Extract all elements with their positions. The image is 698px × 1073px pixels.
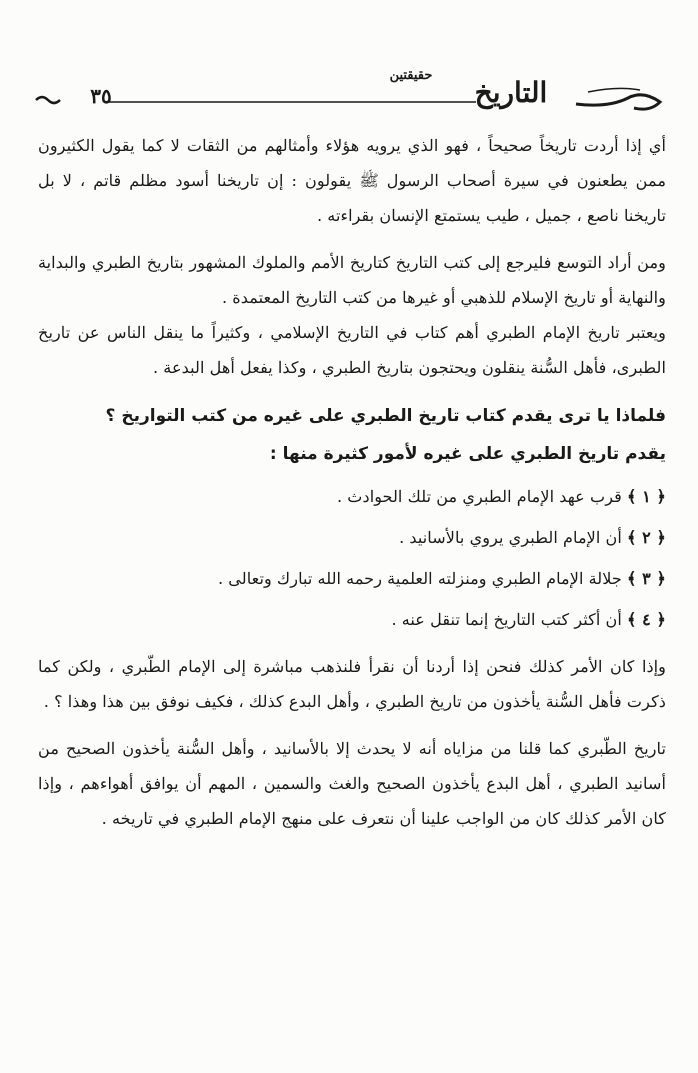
page-body bbox=[38, 128, 666, 836]
list-marker: ﴿ ٤ ﴾ bbox=[627, 610, 666, 629]
list-marker: ﴿ ٣ ﴾ bbox=[627, 569, 666, 588]
list-item-text: قرب عهد الإمام الطبري من تلك الحوادث . bbox=[336, 487, 622, 506]
list-item-4 bbox=[38, 602, 666, 637]
paragraph-5: تاريخ الطّبري كما قلنا من مزاياه أنه لا يحدث إلا بالأسانيد ، وأهل السُّنة يأخذون الصحيح من أسانيد الطبري ، أهل البدع يأخذون الصحيح والغث والسمين ، المهم أن يوافق أهواءهم ، وإذا كان الأمر كذلك كان من الواجب علينا أن نتعرف على منهج الإمام الطبري في تاريخه . bbox=[38, 739, 666, 828]
list-item-text: أن الإمام الطبري يروي بالأسانيد . bbox=[399, 528, 622, 547]
header-title: التاريخ bbox=[474, 76, 548, 109]
paragraph-2: ومن أراد التوسع فليرجع إلى كتب التاريخ كتاريخ الأمم والملوك المشهور بتاريخ الطبري والبداية والنهاية أو تاريخ الإسلام للذهبي أو غيرها من كتب التاريخ المعتمدة . bbox=[38, 253, 666, 307]
header-small-label: حقيقتين bbox=[389, 68, 433, 83]
paragraph-4: وإذا كان الأمر كذلك فنحن إذا أردنا أن نقرأ فلنذهب مباشرة إلى الإمام الطّبري ، ولكن كما ذكرت فأهل السُّنة يأخذون من تاريخ الطبري ، وأهل البدع كذلك ، فكيف نوفق بين هذا وهذا ؟ . bbox=[38, 657, 666, 711]
page-header bbox=[28, 68, 668, 128]
paragraph-3: ويعتبر تاريخ الإمام الطبري أهم كتاب في التاريخ الإسلامي ، وكثيراً ما ينقل الناس عن تاريخ الطبرى، فأهل السُّنة ينقلون ويحتجون بتاريخ الطبري ، وكذا يفعل أهل البدعة . bbox=[38, 323, 666, 377]
list-item-1 bbox=[38, 479, 666, 514]
answer-heading: يقدم تاريخ الطبري على غيره لأمور كثيرة منها : bbox=[269, 444, 666, 464]
list-item-text: جلالة الإمام الطبري ومنزلته العلمية رحمه الله تبارك وتعالى . bbox=[217, 569, 622, 588]
list-marker: ﴿ ١ ﴾ bbox=[627, 487, 666, 506]
list-marker: ﴿ ٢ ﴾ bbox=[627, 528, 666, 547]
list-item-2 bbox=[38, 520, 666, 555]
list-item-text: أن أكثر كتب التاريخ إنما تنقل عنه . bbox=[391, 610, 622, 629]
paragraph-1: أي إذا أردت تاريخاً صحيحاً ، فهو الذي يرويه هؤلاء وأمثالهم من الثقات لا كما يقول الكثيرون ممن يطعنون في سيرة أصحاب الرسول ﷺ يقولون : إن تاريخنا أسود مظلم قاتم ، لا بل تاريخنا ناصع ، جميل ، طيب يستمتع الإنسان بقراءته . bbox=[38, 136, 666, 225]
question-heading: فلماذا يا ترى يقدم كتاب تاريخ الطبري على غيره من كتب التواريخ ؟ bbox=[105, 406, 666, 426]
list-item-3 bbox=[38, 561, 666, 596]
page-number: ٣٥ bbox=[90, 84, 112, 108]
